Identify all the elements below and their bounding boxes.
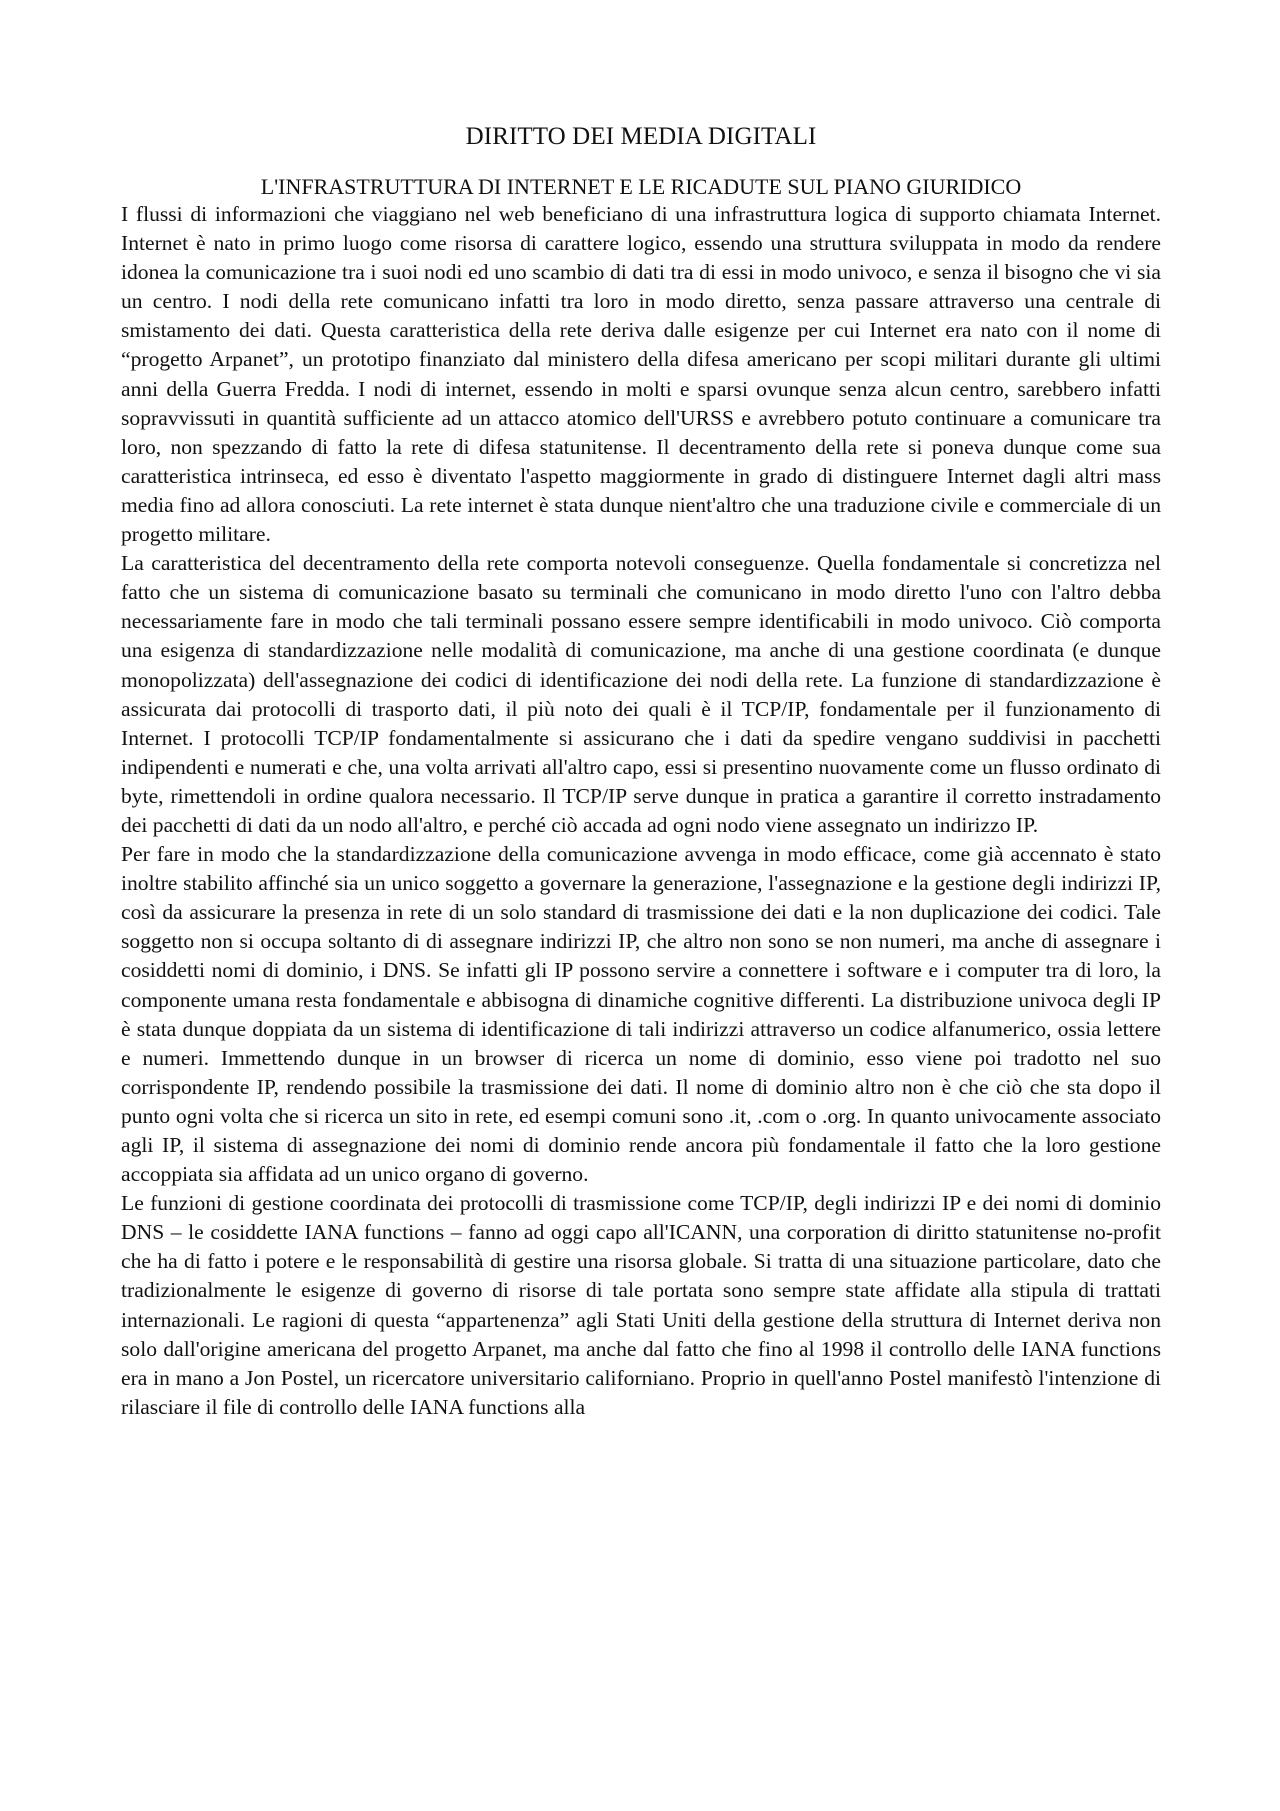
paragraph-2: La caratteristica del decentramento della rete comporta notevoli conseguenze. Quella fondamentale si concretizza nel fatto che un sistema di comunicazione basato su terminali che comunicano in modo diretto l'uno con l'altro debba necessariamente fare in modo che tali terminali possano essere sempre identificabili in modo univoco. Ciò comporta una esigenza di standardizzazione nelle modalità di comunicazione, ma anche di una gestione coordinata (e dunque monopolizzata) dell'assegnazione dei codici di identificazione dei nodi della rete. La funzione di standardizzazione è assicurata dai protocolli di trasporto dati, il più noto dei quali è il TCP/IP, fondamentale per il funzionamento di Internet. I protocolli TCP/IP fondamentalmente si assicurano che i dati da spedire vengano suddivisi in pacchetti indipendenti e numerati e che, una volta arrivati all'altro capo, essi si presentino nuovamente come un flusso ordinato di byte, rimettendoli in ordine qualora necessario. Il TCP/IP serve dunque in pratica a garantire il corretto instradamento dei pacchetti di dati da un nodo all'altro, e perché ciò accada ad ogni nodo viene assegnato un indirizzo IP. [121,551,1161,837]
paragraph-1: I flussi di informazioni che viaggiano nel web beneficiano di una infrastruttura logica di supporto chiamata Internet. Internet è nato in primo luogo come risorsa di carattere logico, essendo una struttura sviluppata in modo da rendere idonea la comunicazione tra i suoi nodi ed uno scambio di dati tra di essi in modo univoco, e senza il bisogno che vi sia un centro. I nodi della rete comunicano infatti tra loro in modo diretto, senza passare attraverso una centrale di smistamento dei dati. Questa caratteristica della rete deriva dalle esigenze per cui Internet era nato con il nome di “progetto Arpanet”, un prototipo finanziato dal ministero della difesa americano per scopi militari durante gli ultimi anni della Guerra Fredda. I nodi di internet, essendo in molti e sparsi ovunque senza alcun centro, sarebbero infatti sopravvissuti in quantità sufficiente ad un attacco atomico dell'URSS e avrebbero potuto continuare a comunicare tra loro, non spezzando di fatto la rete di difesa statunitense. Il decentramento della rete si poneva dunque come sua caratteristica intrinseca, ed esso è diventato l'aspetto maggiormente in grado di distinguere Internet dagli altri mass media fino ad allora conosciuti. La rete internet è stata dunque nient'altro che una traduzione civile e commerciale di un progetto militare. [121,202,1161,547]
document-title: DIRITTO DEI MEDIA DIGITALI [465,123,817,150]
paragraph-4: Le funzioni di gestione coordinata dei protocolli di trasmissione come TCP/IP, degli indirizzi IP e dei nomi di dominio DNS – le cosiddette IANA functions – fanno ad oggi capo all'ICANN, una corporation di diritto statunitense no-profit che ha di fatto i potere e le responsabilità di gestire una risorsa globale. Si tratta di una situazione particolare, dato che tradizionalmente le esigenze di governo di risorse di tale portata sono sempre state affidate alla stipula di trattati internazionali. Le ragioni di questa “appartenenza” agli Stati Uniti della gestione della struttura di Internet deriva non solo dall'origine americana del progetto Arpanet, ma anche dal fatto che fino al 1998 il controllo delle IANA functions era in mano a Jon Postel, un ricercatore universitario californiano. Proprio in quell'anno Postel manifestò l'intenzione di rilasciare il file di controllo delle IANA functions alla [121,1191,1161,1419]
section-title: L'INFRASTRUTTURA DI INTERNET E LE RICADUTE SUL PIANO GIURIDICO [260,174,1022,199]
paragraph-3: Per fare in modo che la standardizzazione della comunicazione avvenga in modo efficace, come già accennato è stato inoltre stabilito affinché sia un unico soggetto a governare la generazione, l'assegnazione e la gestione degli indirizzi IP, così da assicurare la presenza in rete di un solo standard di trasmissione dei dati e la non duplicazione dei codici. Tale soggetto non si occupa soltanto di di assegnare indirizzi IP, che altro non sono se non numeri, ma anche di assegnare i cosiddetti nomi di dominio, i DNS. Se infatti gli IP possono servire a connettere i software e i computer tra di loro, la componente umana resta fondamentale e abbisogna di dinamiche cognitive differenti. La distribuzione univoca degli IP è stata dunque doppiata da un sistema di identificazione di tali indirizzi attraverso un codice alfanumerico, ossia lettere e numeri. Immettendo dunque in un browser di ricerca un nome di dominio, esso viene poi tradotto nel suo corrispondente IP, rendendo possibile la trasmissione dei dati. Il nome di dominio altro non è che ciò che sta dopo il punto ogni volta che si ricerca un sito in rete, ed esempi comuni sono .it, .com o .org. In quanto univocamente associato agli IP, il sistema di assegnazione dei nomi di dominio rende ancora più fondamentale il fatto che la loro gestione accoppiata sia affidata ad un unico organo di governo. [121,842,1161,1187]
document-body [121,122,1161,1422]
